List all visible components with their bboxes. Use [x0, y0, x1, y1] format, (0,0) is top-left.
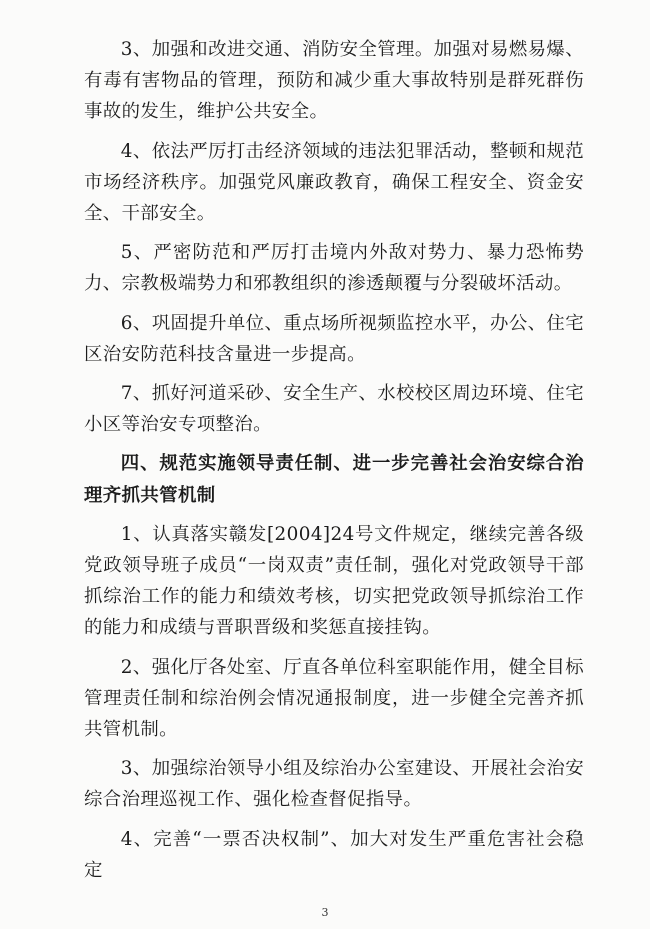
section-heading-four: 四、规范实施领导责任制、进一步完善社会治安综合治理齐抓共管机制 [84, 453, 584, 506]
paragraph-6-video-surveillance: 6、巩固提升单位、重点场所视频监控水平，办公、住宅区治安防范科技含量进一步提高。 [84, 312, 584, 365]
page-number: 3 [321, 906, 329, 919]
paragraph-1-responsibility-system: 1、认真落实赣发[2004]24号文件规定，继续完善各级党政领导班子成员“一岗双责”责任制，强化对党政领导干部抓综治工作的能力和绩效考核，切实把党政领导抓综治工作的能力和成绩与晋职晋级和奖惩直接挂钩。 [84, 523, 584, 639]
paragraph-7-special-rectification: 7、抓好河道采砂、安全生产、水校校区周边环境、住宅小区等治安专项整治。 [84, 383, 584, 436]
paragraph-3-leadership-group: 3、加强综治领导小组及综治办公室建设、开展社会治安综合治理巡视工作、强化检查督促指导。 [84, 758, 584, 811]
document-body [84, 34, 584, 894]
paragraph-5-hostile-forces: 5、严密防范和严厉打击境内外敌对势力、暴力恐怖势力、宗教极端势力和邪教组织的渗透颠覆与分裂破坏活动。 [84, 242, 584, 295]
paragraph-4-veto-system: 4、完善“一票否决权制”、加大对发生严重危害社会稳定 [84, 828, 584, 881]
paragraph-3-traffic-fire-safety: 3、加强和改进交通、消防安全管理。加强对易燃易爆、有毒有害物品的管理，预防和减少重大事故特别是群死群伤事故的发生，维护公共安全。 [84, 39, 584, 123]
paragraph-2-department-functions: 2、强化厅各处室、厅直各单位科室职能作用，健全目标管理责任制和综治例会情况通报制度，进一步健全完善齐抓共管机制。 [84, 656, 584, 741]
paragraph-4-economic-crime: 4、依法严厉打击经济领域的违法犯罪活动，整顿和规范市场经济秩序。加强党风廉政教育，确保工程安全、资金安全、干部安全。 [84, 140, 584, 225]
